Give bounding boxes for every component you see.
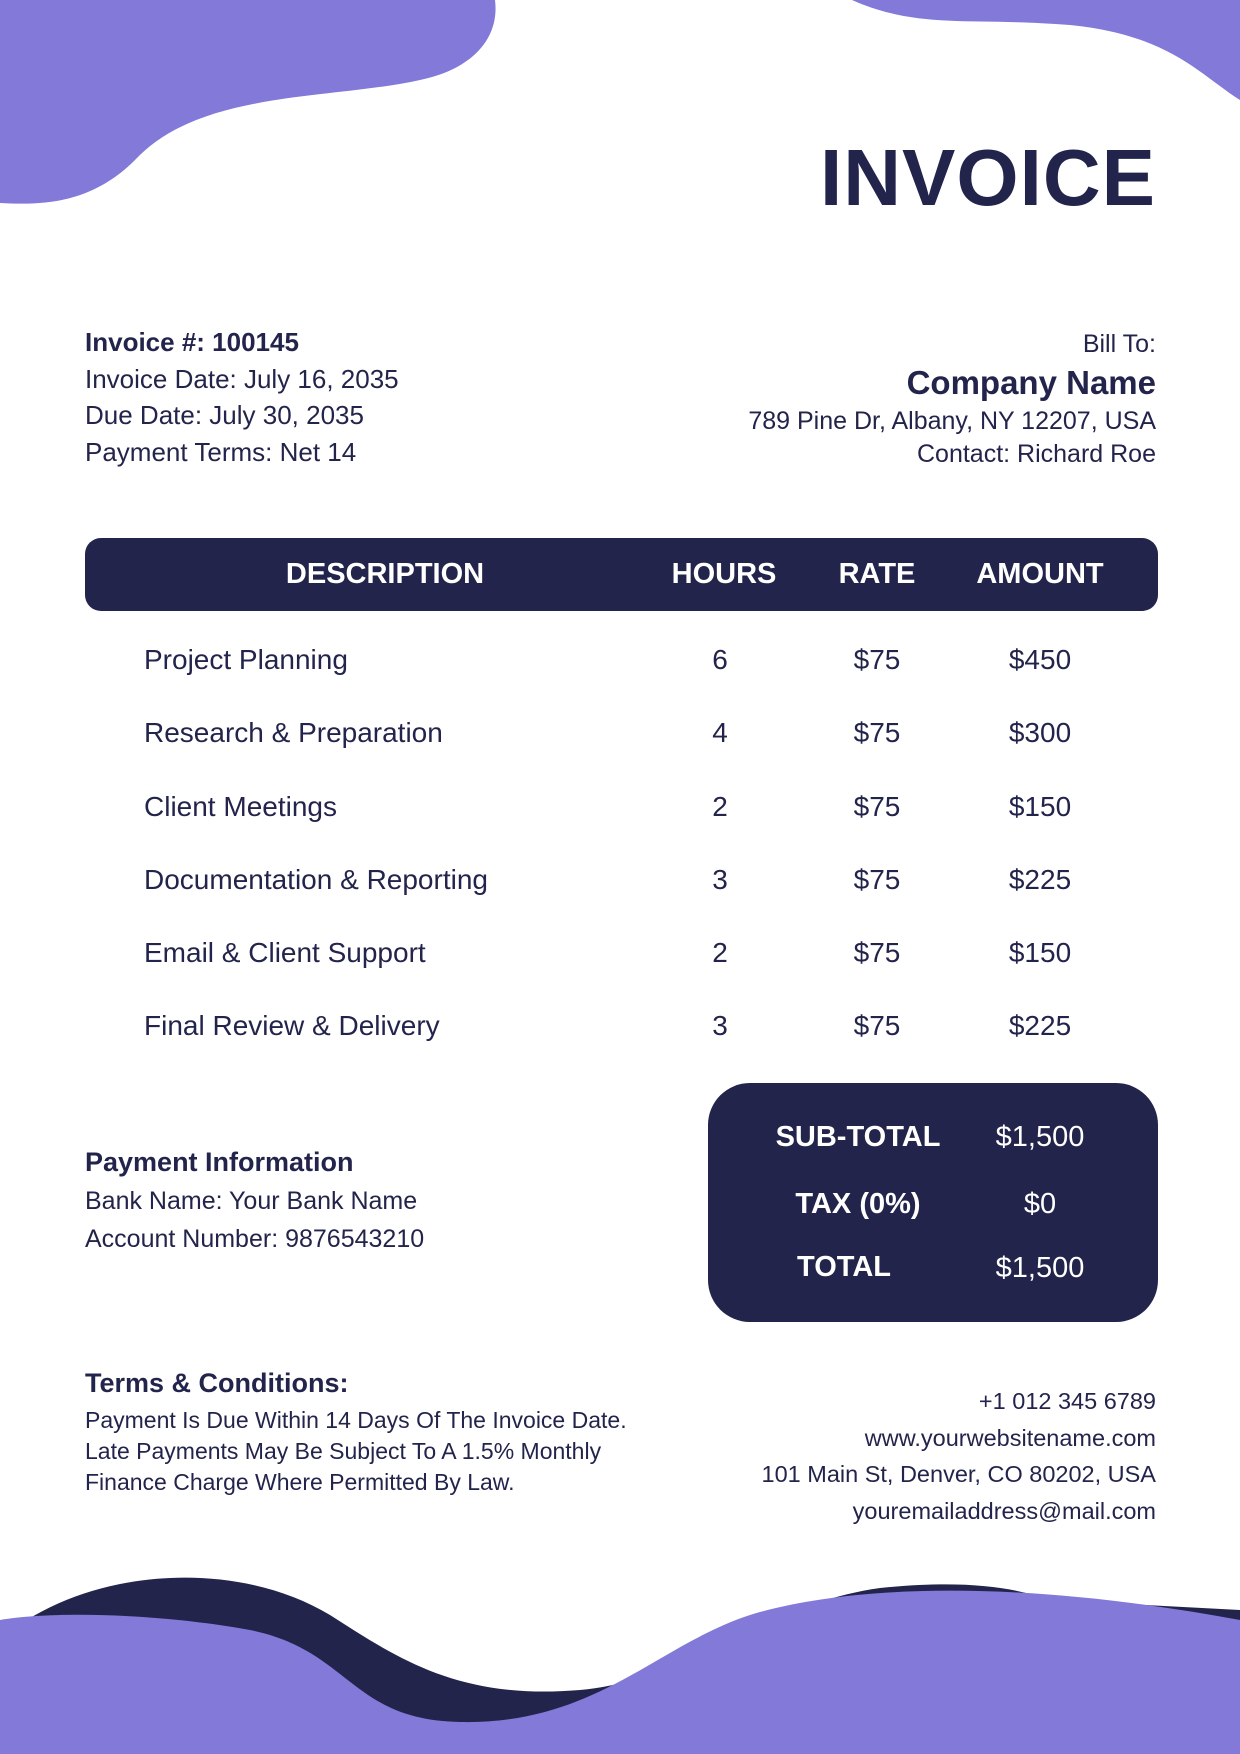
row-amount: $150 xyxy=(1008,937,1072,969)
total-value: $1,500 xyxy=(995,1252,1085,1284)
row-description: Project Planning xyxy=(144,644,348,675)
invoice-meta xyxy=(85,324,399,470)
contact-website[interactable]: www.yourwebsitename.com xyxy=(864,1424,1156,1451)
bottom-accent-wave xyxy=(0,1591,1240,1754)
subtotal-label: SUB-TOTAL xyxy=(775,1121,941,1153)
row-amount: $225 xyxy=(1008,1010,1072,1042)
top-right-wave xyxy=(852,0,1240,100)
row-hours: 3 xyxy=(712,1010,728,1042)
row-description: Email & Client Support xyxy=(144,937,426,969)
table-row xyxy=(0,770,1240,843)
row-hours: 4 xyxy=(712,717,728,749)
row-description: Final Review & Delivery xyxy=(144,1010,440,1042)
invoice-date: Invoice Date: July 16, 2035 xyxy=(85,363,399,394)
row-rate: $75 xyxy=(853,717,901,749)
contact-phone: +1 012 345 6789 xyxy=(978,1388,1156,1414)
subtotal-value: $1,500 xyxy=(995,1121,1085,1153)
bill-to-contact: Contact: Richard Roe xyxy=(916,440,1156,468)
table-row xyxy=(0,696,1240,769)
bill-to xyxy=(748,328,1156,471)
bottom-navy-wave xyxy=(0,1578,1240,1754)
row-rate: $75 xyxy=(853,937,901,969)
due-date: Due Date: July 30, 2035 xyxy=(85,400,364,430)
table-header xyxy=(85,538,1158,611)
terms-heading: Terms & Conditions: xyxy=(85,1368,349,1398)
tax-value: $0 xyxy=(1023,1188,1057,1220)
account-number: Account Number: 9876543210 xyxy=(85,1225,425,1253)
bill-to-company: Company Name xyxy=(906,364,1156,401)
table-row xyxy=(0,989,1240,1062)
terms-body: Payment Is Due Within 14 Days Of The Invoice Date. Late Payments May Be Subject To A 1.5% Monthly Finance Charge Where Permitted By Law. xyxy=(85,1407,627,1495)
bill-to-address: 789 Pine Dr, Albany, NY 12207, USA xyxy=(748,407,1156,435)
top-left-wave xyxy=(0,0,496,204)
row-amount: $225 xyxy=(1008,863,1072,895)
row-amount: $450 xyxy=(1008,644,1072,675)
header-description: DESCRIPTION xyxy=(285,558,485,590)
row-rate: $75 xyxy=(853,1010,901,1042)
row-description: Documentation & Reporting xyxy=(144,863,488,895)
row-rate: $75 xyxy=(853,790,901,822)
table-row xyxy=(0,843,1240,916)
payment-information xyxy=(85,1142,424,1258)
row-description: Client Meetings xyxy=(144,790,337,822)
header-hours: HOURS xyxy=(671,558,777,590)
contact-address: 101 Main St, Denver, CO 80202, USA xyxy=(761,1461,1156,1487)
tax-label: TAX (0%) xyxy=(795,1188,921,1220)
table-body xyxy=(0,623,1240,1063)
row-amount: $150 xyxy=(1008,790,1072,822)
table-row xyxy=(0,916,1240,989)
row-description: Research & Preparation xyxy=(144,717,443,749)
totals-box xyxy=(708,1083,1158,1322)
table-row xyxy=(0,623,1240,696)
bank-name: Bank Name: Your Bank Name xyxy=(85,1187,418,1215)
terms-conditions xyxy=(85,1363,685,1498)
row-hours: 3 xyxy=(712,863,728,895)
invoice-title: INVOICE xyxy=(820,133,1156,222)
payment-heading: Payment Information xyxy=(85,1147,354,1177)
contact-email[interactable]: youremailaddress@mail.com xyxy=(852,1497,1156,1524)
invoice-number: Invoice #: 100145 xyxy=(85,327,299,357)
row-rate: $75 xyxy=(853,644,901,675)
total-label: TOTAL xyxy=(797,1251,891,1283)
header-amount: AMOUNT xyxy=(976,558,1104,590)
row-hours: 2 xyxy=(712,937,728,969)
row-hours: 2 xyxy=(712,790,728,822)
row-hours: 6 xyxy=(712,644,728,675)
contact-info xyxy=(762,1383,1157,1529)
row-rate: $75 xyxy=(853,863,901,895)
bill-to-label: Bill To: xyxy=(1082,330,1156,358)
payment-terms: Payment Terms: Net 14 xyxy=(85,436,357,467)
header-rate: RATE xyxy=(838,558,916,590)
row-amount: $300 xyxy=(1008,717,1072,749)
